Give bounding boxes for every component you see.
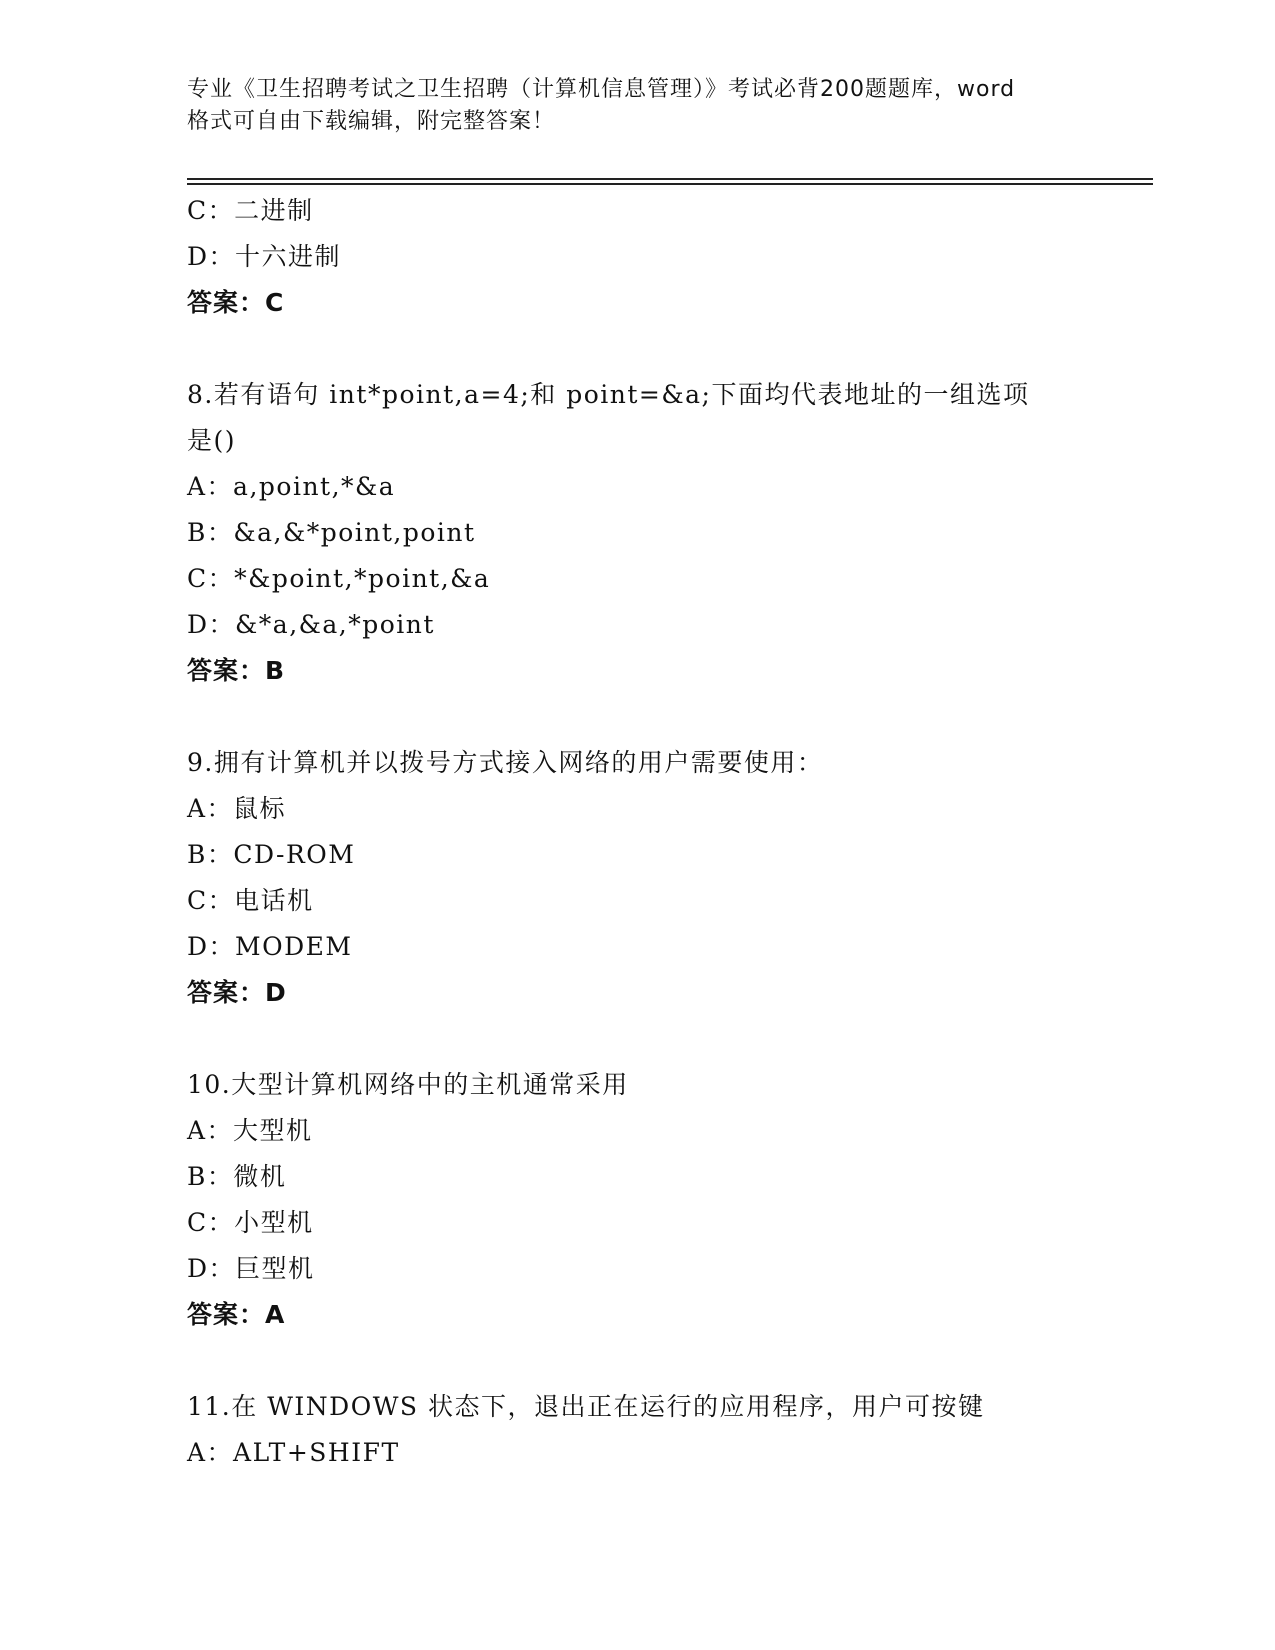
option-c: C：二进制 <box>187 196 314 225</box>
header-line-1: 专业《卫生招聘考试之卫生招聘（计算机信息管理）》考试必背200题题库，word <box>187 77 1016 102</box>
option-d: D：十六进制 <box>187 242 342 271</box>
option-d: D：巨型机 <box>187 1254 315 1283</box>
option-b: B：CD-ROM <box>187 840 356 869</box>
answer-line: 答案：C <box>187 288 285 317</box>
question-stem-continued: 是() <box>187 426 237 455</box>
option-b: B：微机 <box>187 1162 287 1191</box>
option-a: A：大型机 <box>187 1116 313 1145</box>
spacer <box>187 1016 1153 1062</box>
header-rule-top <box>187 178 1153 180</box>
option-c: C：*&point,*point,&a <box>187 564 491 593</box>
spacer <box>187 326 1153 372</box>
option-c: C：小型机 <box>187 1208 314 1237</box>
question-stem: 11.在 WINDOWS 状态下，退出正在运行的应用程序，用户可按键 <box>187 1392 985 1421</box>
option-a: A：鼠标 <box>187 794 287 823</box>
option-c: C：电话机 <box>187 886 314 915</box>
option-d: D：&*a,&a,*point <box>187 610 435 639</box>
spacer <box>187 1338 1153 1384</box>
answer-line: 答案：D <box>187 978 287 1007</box>
answer-line: 答案：B <box>187 656 286 685</box>
option-a: A：a,point,*&a <box>187 472 396 501</box>
answer-line: 答案：A <box>187 1300 286 1329</box>
spacer <box>187 694 1153 740</box>
document-header <box>187 74 1087 138</box>
option-a: A：ALT+SHIFT <box>187 1438 400 1467</box>
question-stem: 8.若有语句 int*point,a=4;和 point=&a;下面均代表地址的一组选项 <box>187 380 1030 409</box>
option-d: D：MODEM <box>187 932 353 961</box>
question-content <box>187 188 1153 1476</box>
header-rule-bottom <box>187 183 1153 185</box>
header-line-2: 格式可自由下载编辑，附完整答案！ <box>187 109 556 134</box>
question-stem: 10.大型计算机网络中的主机通常采用 <box>187 1070 629 1099</box>
option-b: B：&a,&*point,point <box>187 518 476 547</box>
question-stem: 9.拥有计算机并以拨号方式接入网络的用户需要使用： <box>187 748 824 777</box>
